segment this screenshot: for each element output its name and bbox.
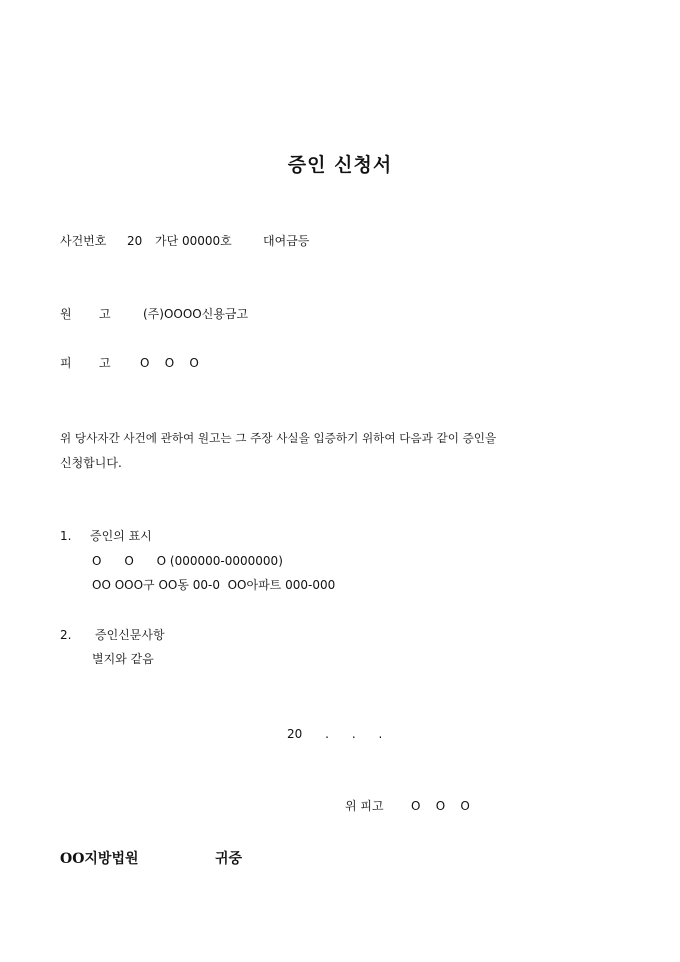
section-1-heading: 증인의 표시: [90, 529, 152, 543]
case-number-label: 사건번호: [60, 234, 107, 248]
body-paragraph-line-1: 위 당사자간 사건에 관하여 원고는 그 주장 사실을 입증하기 위하여 다음과 같이 증인을: [60, 431, 497, 445]
document-title: 증인 신청서: [287, 154, 393, 176]
witness-address-line: OO OOO구 OO동 00-0 OO아파트 000-000: [92, 578, 336, 592]
case-name: 대여금등: [263, 234, 310, 248]
section-2-content: 별지와 같음: [92, 652, 154, 666]
plaintiff-name: (주)OOOO신용금고: [143, 307, 249, 321]
section-2-heading: 증인신문사항: [95, 628, 165, 642]
court-name: OO지방법원: [60, 851, 139, 867]
signature-name: O O O: [411, 799, 470, 813]
defendant-label-b: 고: [99, 356, 111, 370]
witness-name-line: O O O (000000-0000000): [92, 554, 283, 568]
section-1-number: 1.: [60, 529, 72, 543]
plaintiff-label-b: 고: [99, 307, 111, 321]
signature-label: 위 피고: [345, 799, 384, 813]
case-number: 가단 00000호: [155, 234, 232, 248]
court-honorific: 귀중: [215, 851, 243, 867]
case-year: 20: [127, 234, 143, 248]
defendant-name: O O O: [140, 356, 199, 370]
plaintiff-label-a: 원: [60, 307, 72, 321]
defendant-label-a: 피: [60, 356, 72, 370]
date-line: 20 . . .: [287, 727, 383, 741]
body-paragraph-line-2: 신청합니다.: [60, 456, 122, 470]
section-2-number: 2.: [60, 628, 72, 642]
